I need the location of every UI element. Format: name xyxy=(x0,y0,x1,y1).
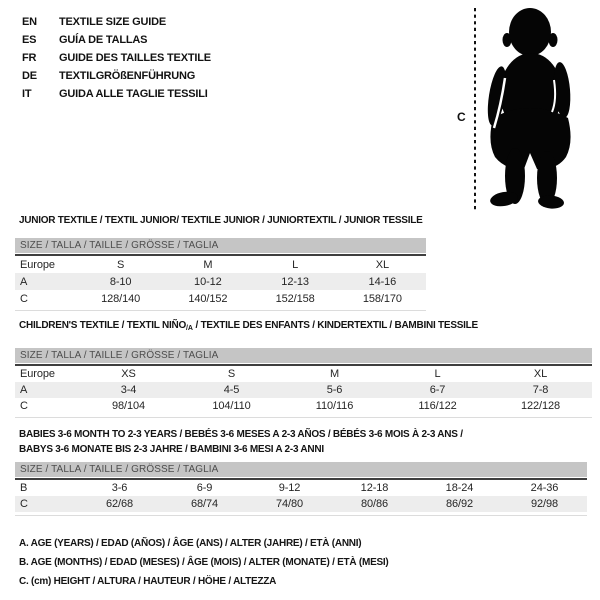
cell: 4-5 xyxy=(223,384,240,396)
baby-height-figure xyxy=(440,0,600,215)
column-header: XL xyxy=(375,258,389,271)
cell: 14-16 xyxy=(368,275,397,288)
region-label: Europe xyxy=(20,258,55,271)
lang-row-fr xyxy=(22,49,211,67)
table-title: CHILDREN'S TEXTILE / TEXTIL $NIÑO_{/A}$ / TEXTILE DES ENFANTS / KINDERTEXTIL / BAMBINI TESSILE xyxy=(19,320,478,332)
table-header-row xyxy=(15,366,592,382)
babies-textile-table xyxy=(15,427,587,516)
toddler-silhouette xyxy=(484,8,572,210)
column-header: L xyxy=(292,258,299,271)
cell: 24-36 xyxy=(530,482,559,494)
row-label: C xyxy=(20,292,28,305)
table-title: JUNIOR TEXTILE / TEXTIL JUNIOR/ TEXTILE JUNIOR / JUNIORTEXTIL / JUNIOR TESSILE xyxy=(19,215,423,226)
row-label: A xyxy=(20,275,28,288)
table-title-line1: BABIES 3-6 MONTH TO 2-3 YEARS / BEBÉS 3-6 MESES A 2-3 AÑOS / BÉBÉS 3-6 MOIS À 2-3 ANS / xyxy=(19,429,463,440)
cell: 6-7 xyxy=(429,384,446,396)
cell: 68/74 xyxy=(190,498,219,510)
divider xyxy=(15,515,587,516)
cell: 80/86 xyxy=(360,498,389,510)
table-row-c xyxy=(15,398,592,414)
cell: 140/152 xyxy=(188,292,228,305)
cell: 98/104 xyxy=(111,400,146,412)
lang-code: DE xyxy=(22,70,37,82)
lang-title: GUÍA DE TALLAS xyxy=(59,34,148,46)
lang-code: ES xyxy=(22,34,37,46)
cell: 110/116 xyxy=(315,400,354,412)
row-label: B xyxy=(20,482,28,494)
table-row-a xyxy=(15,273,426,290)
cell: 12-18 xyxy=(360,482,389,494)
cell: 5-6 xyxy=(326,384,343,396)
cell: 12-13 xyxy=(281,275,309,288)
table-row-c xyxy=(15,290,426,307)
lang-code: EN xyxy=(22,16,37,28)
cell: 152/158 xyxy=(275,292,315,305)
column-header: M xyxy=(203,258,213,271)
subscript: /A xyxy=(185,325,193,332)
cell: 18-24 xyxy=(445,482,474,494)
cell: 9-12 xyxy=(278,482,301,494)
lang-title: GUIDE DES TAILLES TEXTILE xyxy=(59,52,211,64)
lang-title: TEXTILE SIZE GUIDE xyxy=(59,16,167,28)
childrens-textile-table xyxy=(15,320,592,418)
table-title-line2: BABYS 3-6 MONATE BIS 2-3 JAHRE / BAMBINI 3-6 MESI A 2-3 ANNI xyxy=(19,444,324,455)
footnote-a: A. AGE (YEARS) / EDAD (AÑOS) / ÂGE (ANS) / ALTER (JAHRE) / ETÀ (ANNI) xyxy=(19,538,362,549)
row-label: C xyxy=(20,498,28,510)
cell: 122/128 xyxy=(520,400,561,412)
divider xyxy=(15,417,592,418)
language-title-block xyxy=(22,13,211,103)
cell: 3-6 xyxy=(111,482,128,494)
column-header: S xyxy=(117,258,125,271)
cell: 3-4 xyxy=(120,384,137,396)
table-row-c xyxy=(15,496,587,512)
lang-title: GUIDA ALLE TAGLIE TESSILI xyxy=(59,88,208,100)
cell: 128/140 xyxy=(101,292,141,305)
footnote-c: C. (cm) HEIGHT / ALTURA / HAUTEUR / HÖHE / ALTEZZA xyxy=(19,576,277,587)
junior-textile-table xyxy=(15,215,426,311)
lang-code: FR xyxy=(22,52,37,64)
cell: 8-10 xyxy=(109,275,132,288)
cell: 104/110 xyxy=(212,400,251,412)
cell: 10-12 xyxy=(194,275,222,288)
table-header-row xyxy=(15,256,426,273)
divider xyxy=(15,310,426,311)
lang-row-de xyxy=(22,67,211,85)
lang-title: TEXTILGRÖßENFÜHRUNG xyxy=(59,70,196,82)
row-label: A xyxy=(20,384,28,396)
cell: 62/68 xyxy=(105,498,134,510)
column-header: L xyxy=(434,368,441,380)
lang-row-it xyxy=(22,85,211,103)
footnote-b: B. AGE (MONTHS) / EDAD (MESES) / ÂGE (MOIS) / ALTER (MONATE) / ETÀ (MESI) xyxy=(19,557,389,568)
row-label: C xyxy=(20,400,28,412)
footnote-legend xyxy=(19,534,389,591)
cell: 6-9 xyxy=(196,482,213,494)
size-header-bar: SIZE / TALLA / TAILLE / GRÖSSE / TAGLIA xyxy=(15,462,587,477)
size-header-bar: SIZE / TALLA / TAILLE / GRÖSSE / TAGLIA xyxy=(15,238,426,253)
lang-row-en xyxy=(22,13,211,31)
table-row-a xyxy=(15,382,592,398)
column-header: XS xyxy=(121,368,136,380)
lang-row-es xyxy=(22,31,211,49)
table-title xyxy=(15,427,587,457)
measure-label-c: C xyxy=(457,110,466,124)
cell: 86/92 xyxy=(445,498,474,510)
cell: 74/80 xyxy=(275,498,304,510)
cell: 158/170 xyxy=(362,292,402,305)
column-header: XL xyxy=(533,368,548,380)
table-row-b xyxy=(15,480,587,496)
column-header: S xyxy=(227,368,236,380)
size-header-bar: SIZE / TALLA / TAILLE / GRÖSSE / TAGLIA xyxy=(15,348,592,363)
column-header: M xyxy=(329,368,340,380)
cell: 92/98 xyxy=(530,498,559,510)
region-label: Europe xyxy=(20,368,55,380)
lang-code: IT xyxy=(22,88,32,100)
cell: 7-8 xyxy=(532,384,549,396)
cell: 116/122 xyxy=(418,400,457,412)
